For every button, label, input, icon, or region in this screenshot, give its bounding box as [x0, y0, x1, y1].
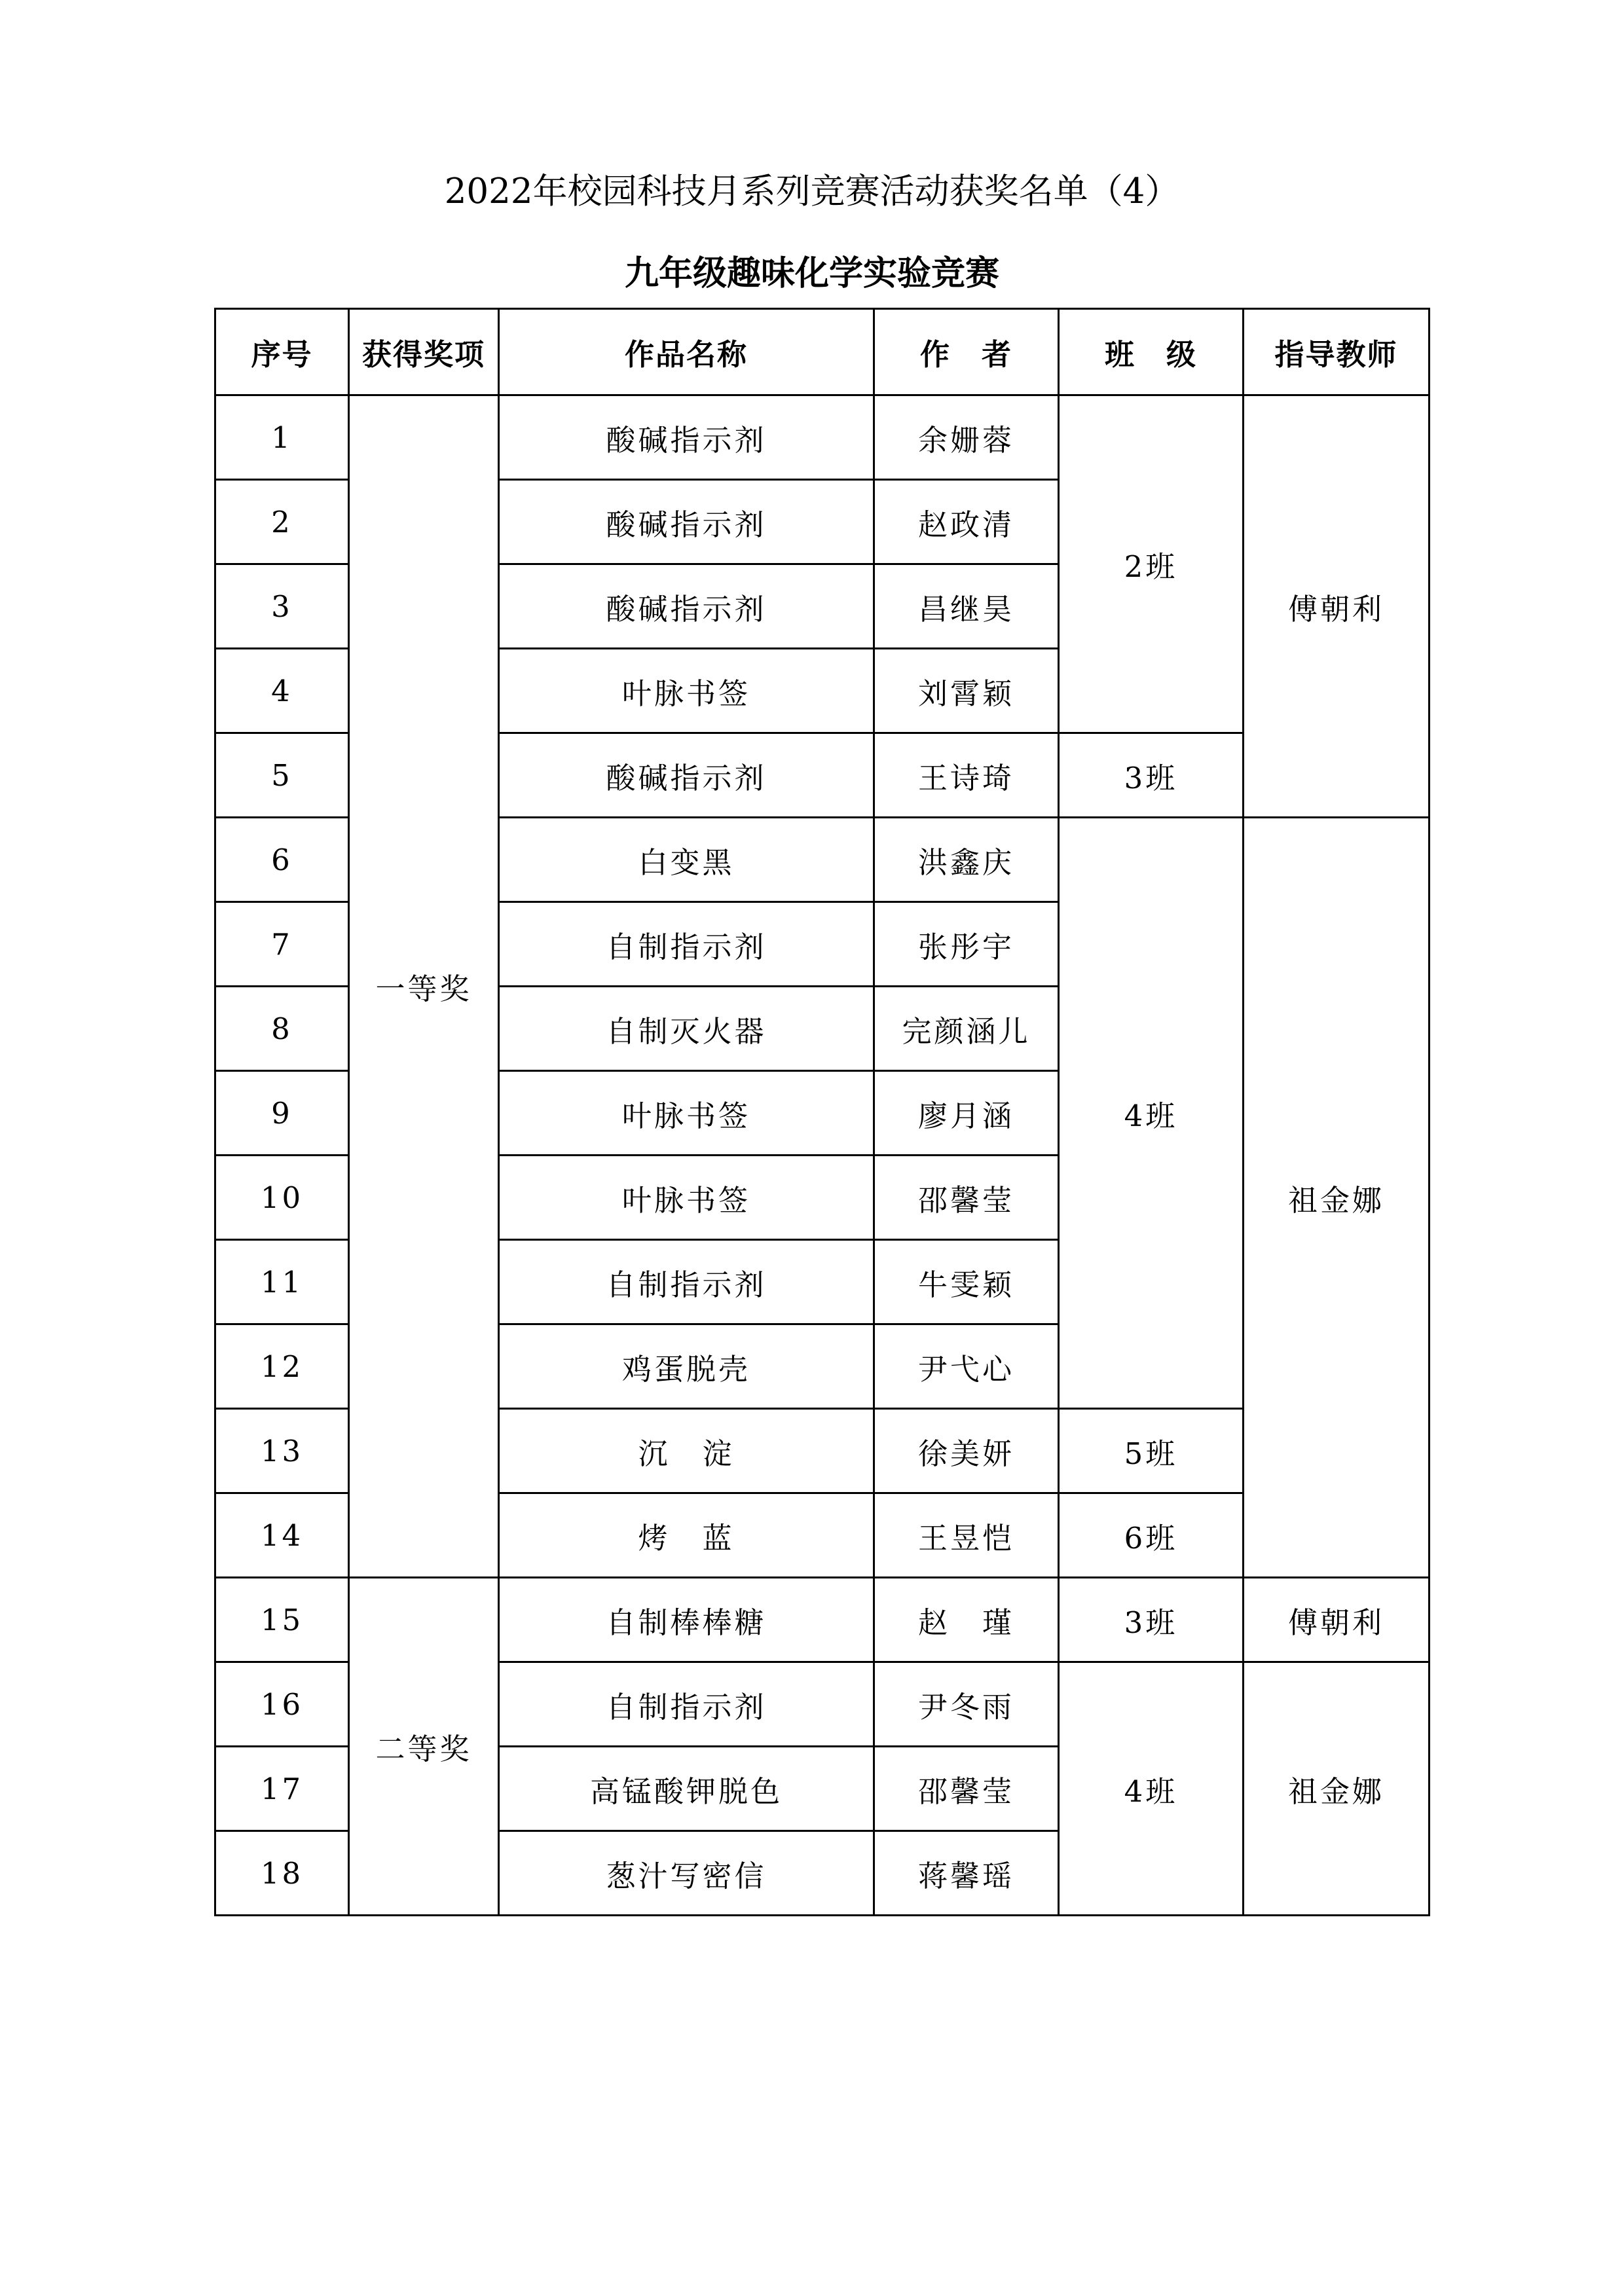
table-row: [215, 1578, 1430, 1662]
row-work: 白变黑: [499, 818, 874, 902]
teacher-cell: 傅朝利: [1244, 395, 1430, 818]
row-author: 廖月涵: [874, 1071, 1059, 1156]
row-work: 叶脉书签: [499, 1156, 874, 1240]
row-author: 尹弋心: [874, 1324, 1059, 1409]
row-no: 11: [215, 1240, 349, 1324]
teacher-cell: 祖金娜: [1244, 818, 1430, 1578]
row-no: 5: [215, 733, 349, 818]
row-work: 叶脉书签: [499, 1071, 874, 1156]
row-no: 15: [215, 1578, 349, 1662]
row-no: 6: [215, 818, 349, 902]
header-work: 作品名称: [499, 309, 874, 395]
page-subtitle: 九年级趣味化学实验竞赛: [624, 254, 999, 293]
row-no: 18: [215, 1831, 349, 1916]
row-work: 自制指示剂: [499, 1662, 874, 1747]
row-author: 邵馨莹: [874, 1156, 1059, 1240]
row-no: 8: [215, 987, 349, 1071]
header-award: 获得奖项: [349, 309, 499, 395]
row-work: 高锰酸钾脱色: [499, 1747, 874, 1831]
header-teacher: 指导教师: [1244, 309, 1430, 395]
award-first: 一等奖: [349, 395, 499, 1578]
row-author: 昌继昊: [874, 564, 1059, 649]
row-author: 尹冬雨: [874, 1662, 1059, 1747]
row-author: 邵馨莹: [874, 1747, 1059, 1831]
row-no: 16: [215, 1662, 349, 1747]
class-cell: 3班: [1059, 1578, 1244, 1662]
row-author: 洪鑫庆: [874, 818, 1059, 902]
row-no: 3: [215, 564, 349, 649]
row-no: 1: [215, 395, 349, 480]
class-cell: 4班: [1059, 818, 1244, 1409]
header-author: 作 者: [874, 309, 1059, 395]
row-author: 余姗蓉: [874, 395, 1059, 480]
class-cell: 2班: [1059, 395, 1244, 733]
teacher-cell: 祖金娜: [1244, 1662, 1430, 1916]
header-no: 序号: [215, 309, 349, 395]
row-no: 10: [215, 1156, 349, 1240]
row-work: 自制指示剂: [499, 1240, 874, 1324]
table-header-row: [215, 309, 1430, 395]
class-cell: 3班: [1059, 733, 1244, 818]
row-work: 自制指示剂: [499, 902, 874, 987]
row-work: 鸡蛋脱壳: [499, 1324, 874, 1409]
row-no: 12: [215, 1324, 349, 1409]
row-no: 9: [215, 1071, 349, 1156]
row-work: 酸碱指示剂: [499, 480, 874, 564]
row-author: 王昱恺: [874, 1493, 1059, 1578]
row-no: 4: [215, 649, 349, 733]
row-no: 7: [215, 902, 349, 987]
header-class: 班 级: [1059, 309, 1244, 395]
row-work: 自制棒棒糖: [499, 1578, 874, 1662]
class-cell: 6班: [1059, 1493, 1244, 1578]
row-author: 赵 瑾: [874, 1578, 1059, 1662]
row-no: 17: [215, 1747, 349, 1831]
row-work: 沉 淀: [499, 1409, 874, 1493]
row-work: 烤 蓝: [499, 1493, 874, 1578]
award-second: 二等奖: [349, 1578, 499, 1916]
row-work: 叶脉书签: [499, 649, 874, 733]
row-author: 完颜涵儿: [874, 987, 1059, 1071]
row-author: 张彤宇: [874, 902, 1059, 987]
row-work: 酸碱指示剂: [499, 733, 874, 818]
row-author: 赵政清: [874, 480, 1059, 564]
row-author: 刘霄颖: [874, 649, 1059, 733]
class-cell: 4班: [1059, 1662, 1244, 1916]
row-no: 14: [215, 1493, 349, 1578]
award-table: [214, 308, 1430, 1916]
class-cell: 5班: [1059, 1409, 1244, 1493]
row-no: 13: [215, 1409, 349, 1493]
row-work: 酸碱指示剂: [499, 564, 874, 649]
page-title: 2022年校园科技月系列竞赛活动获奖名单（4）: [444, 172, 1180, 211]
row-author: 王诗琦: [874, 733, 1059, 818]
row-work: 酸碱指示剂: [499, 395, 874, 480]
row-no: 2: [215, 480, 349, 564]
row-author: 牛雯颖: [874, 1240, 1059, 1324]
table-row: [215, 395, 1430, 480]
teacher-cell: 傅朝利: [1244, 1578, 1430, 1662]
row-work: 自制灭火器: [499, 987, 874, 1071]
row-author: 徐美妍: [874, 1409, 1059, 1493]
row-work: 葱汁写密信: [499, 1831, 874, 1916]
row-author: 蒋馨瑶: [874, 1831, 1059, 1916]
